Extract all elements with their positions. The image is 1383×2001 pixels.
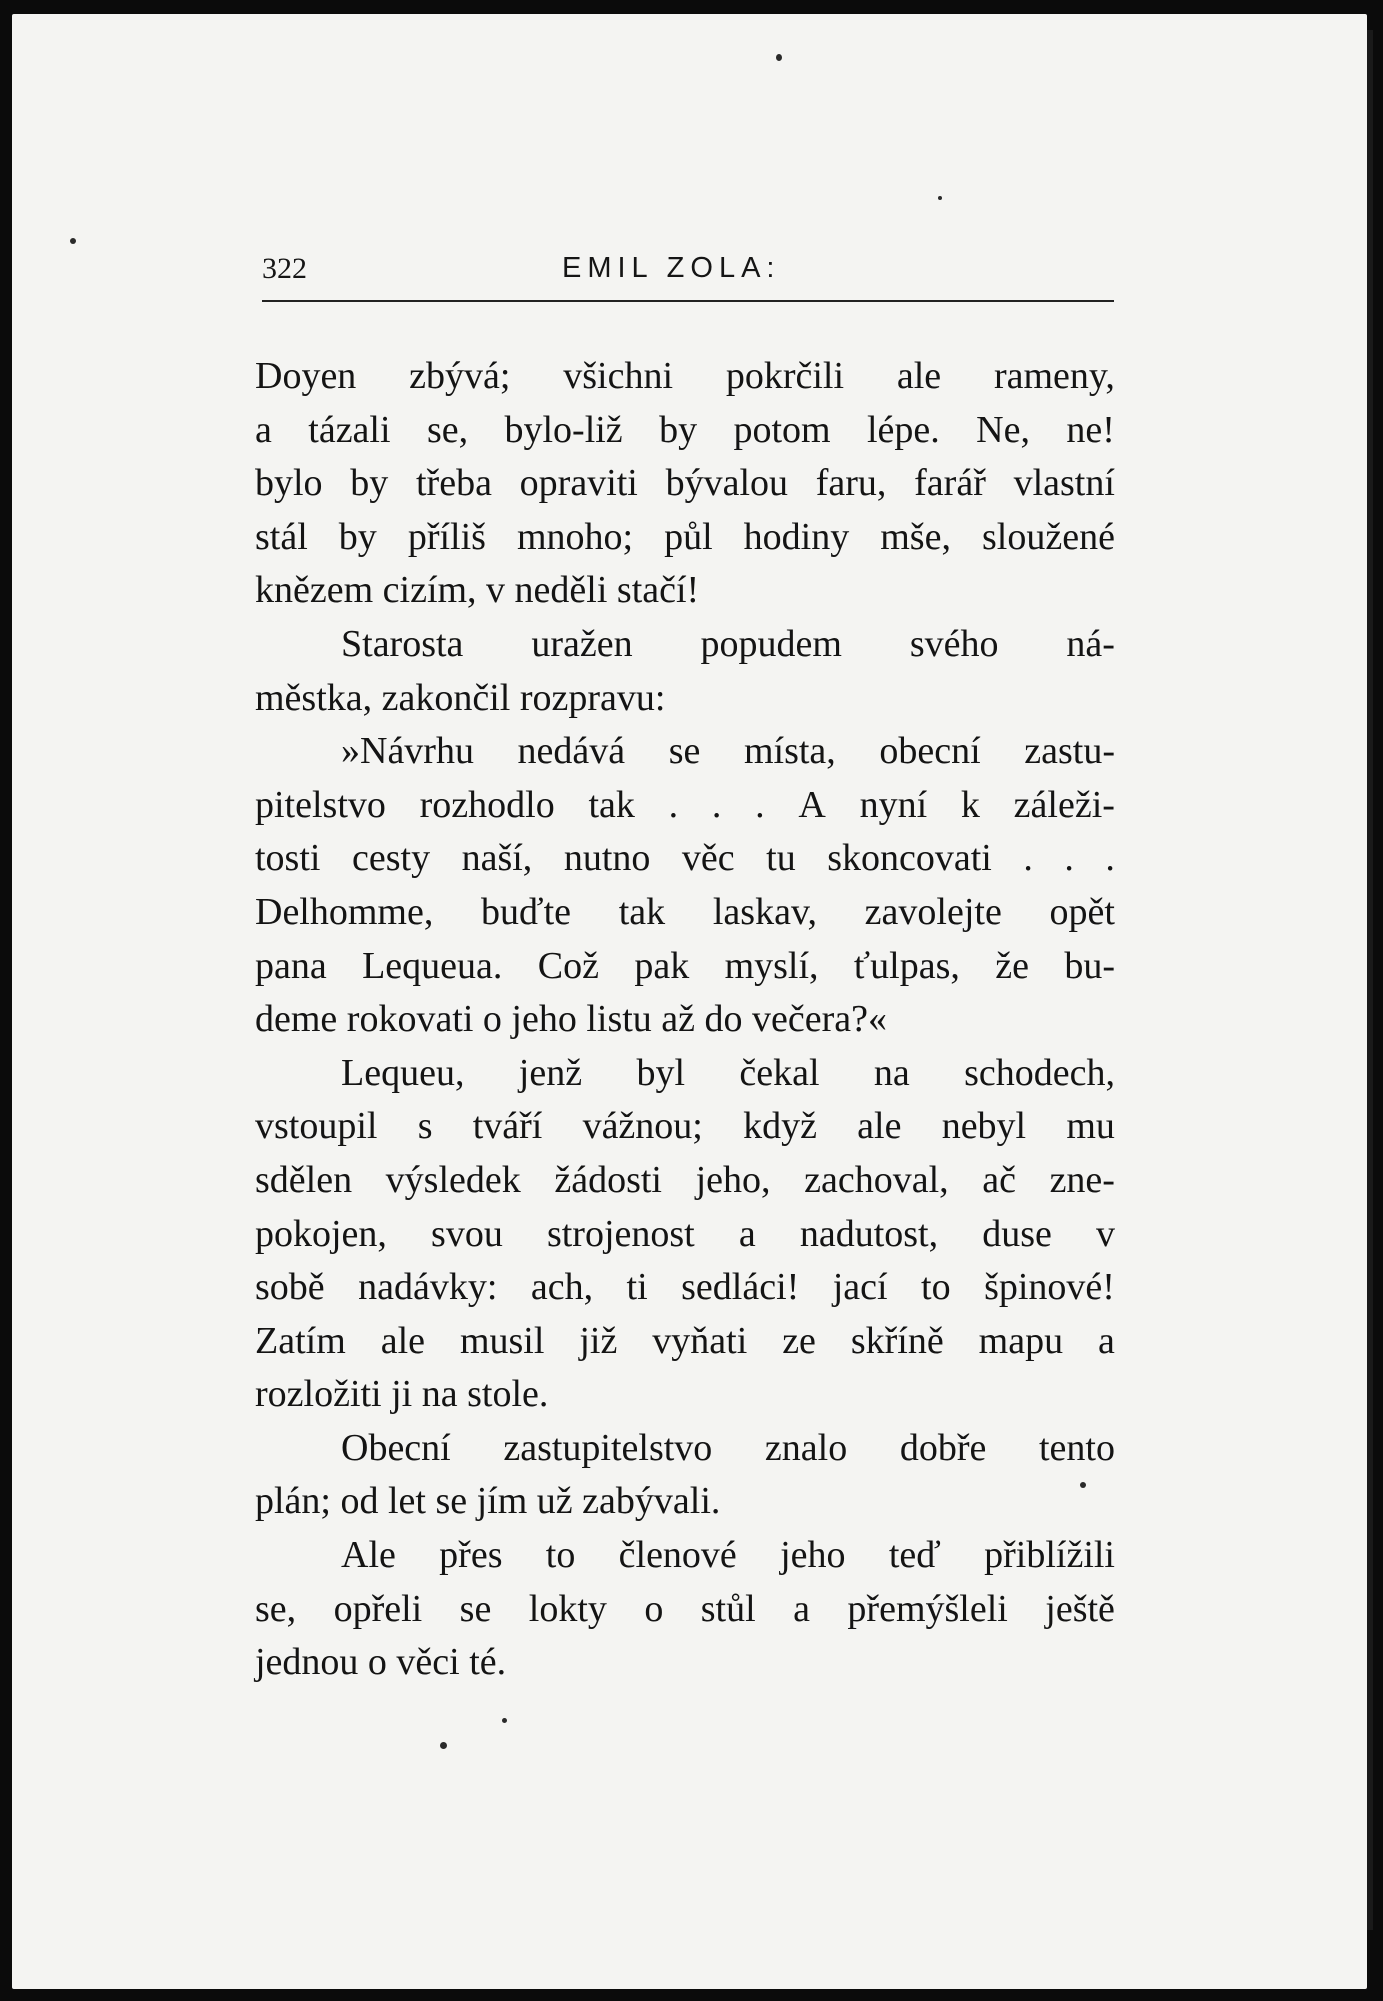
text-line: pana Lequeua. Což pak myslí, ťulpas, že bu- xyxy=(255,944,1115,987)
text-line: Obecní zastupitelstvo znalo dobře tento xyxy=(341,1426,1115,1469)
text-line: sobě nadávky: ach, ti sedláci! jací to špinové! xyxy=(255,1266,1115,1309)
text-line: Ale přes to členové jeho teď přiblížili xyxy=(341,1534,1115,1577)
text-line: tosti cesty naší, nutno věc tu skoncovati . . . xyxy=(255,837,1115,880)
body-text xyxy=(255,350,1115,1690)
running-title: EMIL ZOLA: xyxy=(562,252,781,284)
text-line: Doyen zbývá; všichni pokrčili ale rameny, xyxy=(255,355,1115,397)
page-edge-shadow xyxy=(1367,30,1373,1930)
page-header xyxy=(262,252,1114,302)
text-line: Delhomme, buďte tak laskav, zavolejte opět xyxy=(255,890,1115,933)
text-line: vstoupil s tváří vážnou; když ale nebyl mu xyxy=(255,1105,1115,1148)
text-line: jednou o věci té. xyxy=(255,1641,507,1684)
dust-speck xyxy=(440,1742,447,1749)
dust-speck xyxy=(938,196,942,200)
text-line: plán; od let se jím už zabývali. xyxy=(255,1480,721,1523)
text-line: Zatím ale musil již vyňati ze skříně mapu a xyxy=(255,1319,1115,1362)
text-line: deme rokovati o jeho listu až do večera?« xyxy=(255,998,888,1041)
text-line: a tázali se, bylo-liž by potom lépe. Ne, ne! xyxy=(255,408,1115,451)
text-line: Lequeu, jenž byl čekal na schodech, xyxy=(341,1051,1115,1094)
dust-speck xyxy=(502,1718,507,1723)
text-line: knězem cizím, v neděli stačí! xyxy=(255,569,700,612)
text-line: pitelstvo rozhodlo tak . . . A nyní k záleži- xyxy=(255,783,1115,826)
text-line: bylo by třeba opraviti bývalou faru, farář vlastní xyxy=(255,462,1115,505)
page-number: 322 xyxy=(262,252,307,285)
text-line: rozložiti ji na stole. xyxy=(255,1373,549,1416)
text-line: městka, zakončil rozpravu: xyxy=(255,676,666,719)
text-line: pokojen, svou strojenost a nadutost, duse v xyxy=(255,1212,1115,1255)
text-line: Starosta uražen popudem svého ná- xyxy=(341,622,1115,665)
text-line: »Návrhu nedává se místa, obecní zastu- xyxy=(341,730,1115,773)
dust-speck xyxy=(70,238,76,244)
text-line: se, opřeli se lokty o stůl a přemýšleli ještě xyxy=(255,1587,1115,1630)
dust-speck xyxy=(776,54,782,61)
text-line: sdělen výsledek žádosti jeho, zachoval, ač zne- xyxy=(255,1158,1115,1201)
text-line: stál by příliš mnoho; půl hodiny mše, sloužené xyxy=(255,515,1115,558)
